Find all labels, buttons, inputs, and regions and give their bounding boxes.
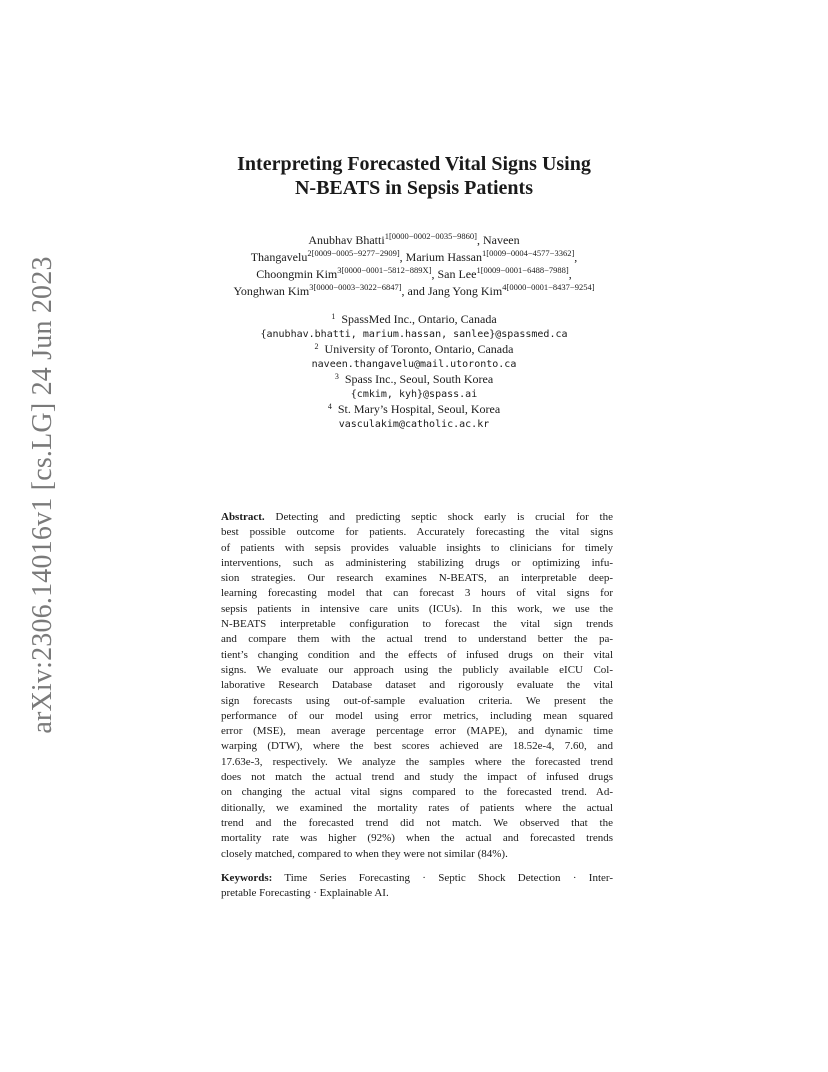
abstract-line: sepsis patients in intensive care units (ICUs). In this work, we use the — [221, 602, 613, 615]
abstract-line: trend and the forecasted trend did not match. We observed that the — [221, 816, 613, 829]
author-name: , Naveen — [476, 233, 520, 247]
author-name: Yonghwan Kim — [233, 284, 310, 298]
keywords — [221, 871, 613, 902]
affiliation-number: 3 — [334, 372, 339, 381]
affiliation-4 — [150, 402, 678, 417]
title-line-2: N-BEATS in Sepsis Patients — [294, 177, 533, 199]
abstract-line: and compare them with the actual trend to understand better the pa- — [221, 633, 613, 646]
abstract-line: warping (DTW), where the best scores achieved are 18.52e-4, 7.60, and — [221, 740, 613, 753]
orcid-superscript: 2[0009−0005−9277−2909] — [307, 248, 400, 258]
author-line-1 — [170, 232, 658, 249]
affiliation-name: St. Mary’s Hospital, Seoul, Korea — [337, 402, 501, 416]
abstract-line: learning forecasting model that can forecast 3 hours of vital signs for — [221, 587, 613, 600]
affiliation-number: 4 — [327, 402, 332, 411]
keywords-line: pretable Forecasting · Explainable AI. — [221, 887, 389, 900]
orcid-superscript: 3[0000−0001−5812−889X] — [337, 265, 432, 275]
abstract-line: 17.63e-3, respectively. We analyze the samples where the forecasted trend — [221, 755, 613, 768]
arxiv-sidebar-stamp — [13, 256, 73, 734]
abstract-line: N-BEATS interpretable configuration to forecast the vital sign trends — [221, 618, 613, 631]
orcid-superscript: 3[0000−0003−3022−6847] — [309, 282, 402, 292]
author-line-2 — [170, 249, 658, 266]
separator: , — [574, 250, 578, 264]
author-name: , Marium Hassan — [399, 250, 482, 264]
abstract-line: laborative Research Database dataset and rigorously evaluate the vital — [221, 679, 613, 692]
paper-title — [150, 152, 678, 200]
orcid-superscript: 1[0000−0002−0035−9860] — [384, 231, 477, 241]
abstract-line: error (MSE), mean average percentage error (MAPE), and dynamic time — [221, 725, 613, 738]
abstract-line: sion strategies. Our research examines N-BEATS, an interpretable deep- — [221, 572, 613, 585]
orcid-superscript: 4[0000−0001−8437−9254] — [502, 282, 595, 292]
affiliation-name: Spass Inc., Seoul, South Korea — [344, 372, 494, 386]
author-list — [170, 232, 658, 300]
affiliation-1 — [150, 312, 678, 327]
affiliation-3-email[interactable]: {cmkim, kyh}@spass.ai — [350, 389, 478, 400]
author-name: Thangavelu — [250, 250, 308, 264]
separator: , — [568, 267, 572, 281]
affiliation-1-email[interactable]: {anubhav.bhatti, marium.hassan, sanlee}@spassmed.ca — [260, 329, 568, 340]
abstract-line: mortality rate was higher (92%) when the actual and forecasted trends — [221, 832, 613, 845]
author-name: Choongmin Kim — [256, 267, 338, 281]
title-line-1: Interpreting Forecasted Vital Signs Using — [237, 153, 591, 175]
abstract-line: best possible outcome for patients. Accurately forecasting the vital signs — [221, 526, 613, 539]
orcid-superscript: 1[0009−0001−6488−7988] — [476, 265, 569, 275]
affiliations — [150, 312, 678, 432]
affiliation-number: 1 — [331, 312, 336, 321]
orcid-superscript: 1[0009−0004−4577−3362] — [481, 248, 575, 258]
affiliation-2 — [150, 342, 678, 357]
affiliation-2-email[interactable]: naveen.thangavelu@mail.utoronto.ca — [311, 359, 517, 370]
keywords-line: Keywords: Time Series Forecasting · Septic Shock Detection · Inter- — [221, 872, 613, 884]
abstract-line: of patients with sepsis provides valuable insights to clinicians for timely — [221, 541, 613, 554]
abstract — [221, 510, 613, 862]
affiliation-4-email[interactable]: vasculakim@catholic.ac.kr — [338, 419, 490, 430]
abstract-line: on changing the actual vital signs compared to the forecasted trend. Ad- — [221, 786, 613, 799]
author-name: , and Jang Yong Kim — [401, 284, 503, 298]
abstract-line: signs. We evaluate our approach using the publicly available eICU Col- — [221, 663, 613, 676]
affiliation-number: 2 — [314, 342, 319, 351]
abstract-line: Abstract. Detecting and predicting septic shock early is crucial for the — [221, 511, 613, 523]
abstract-line: sign forecasts using out-of-sample evaluation criteria. We present the — [221, 694, 613, 707]
abstract-label: Abstract. — [221, 511, 265, 523]
abstract-line: interventions, such as administering stabilizing drugs or optimizing infu- — [221, 556, 613, 569]
abstract-line: does not match the actual trend and study the impact of infused drugs — [221, 771, 613, 784]
author-line-3 — [170, 266, 658, 283]
author-name: , San Lee — [431, 267, 477, 281]
affiliation-name: SpassMed Inc., Ontario, Canada — [341, 312, 497, 326]
arxiv-id-text: arXiv:2306.14016v1 [cs.LG] 24 Jun 2023 — [27, 256, 58, 734]
affiliation-3 — [150, 372, 678, 387]
abstract-line: tient’s changing condition and the effects of infused drugs on their vital — [221, 648, 613, 661]
keywords-label: Keywords: — [221, 872, 273, 884]
abstract-line: closely matched, compared to when they were not similar (84%). — [221, 847, 508, 860]
abstract-line: ditionally, we examined the mortality rates of patients where the actual — [221, 801, 613, 814]
author-line-4 — [170, 283, 658, 300]
author-name: Anubhav Bhatti — [308, 233, 385, 247]
abstract-line: performance of our model using error metrics, including mean squared — [221, 709, 613, 722]
affiliation-name: University of Toronto, Ontario, Canada — [324, 342, 514, 356]
